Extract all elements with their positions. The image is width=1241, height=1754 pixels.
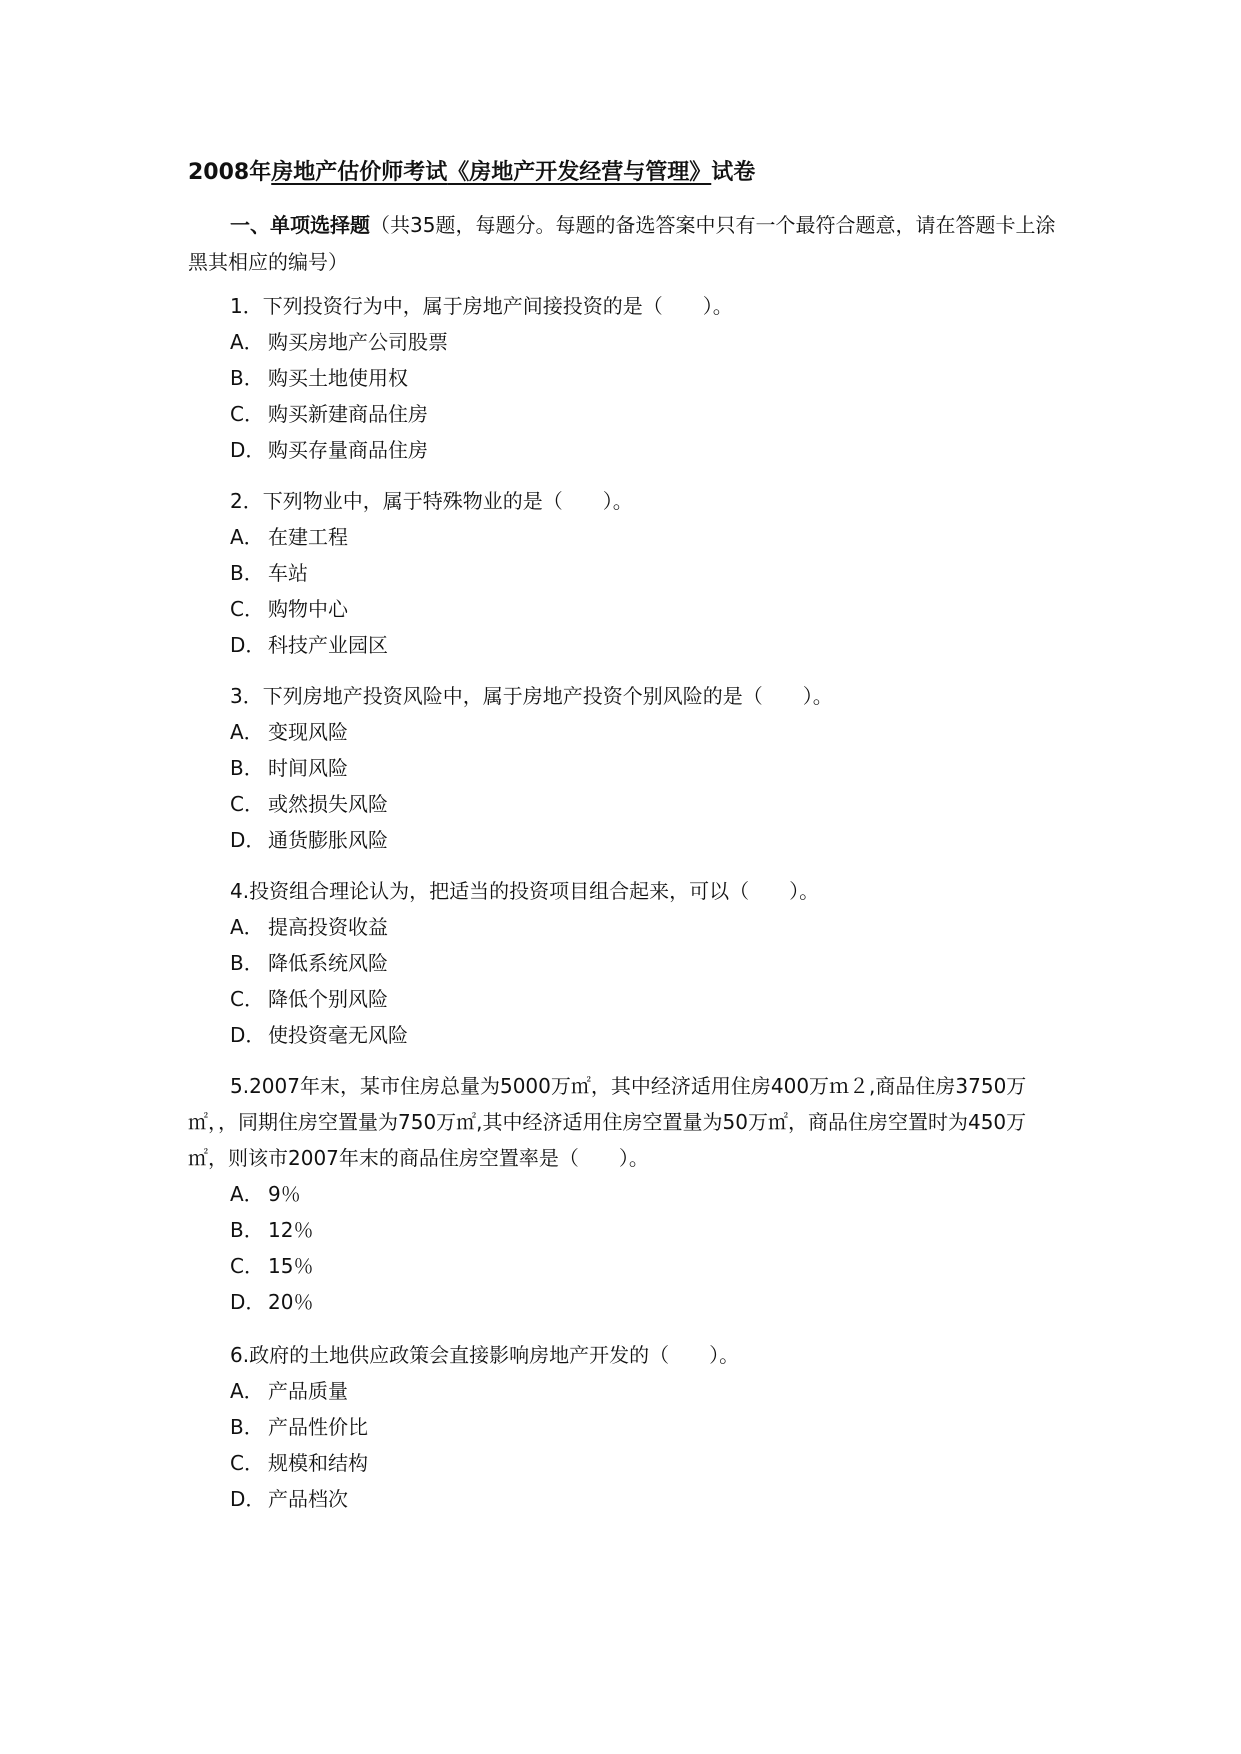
option-text: 15％ (268, 1254, 314, 1278)
option-d (188, 822, 1060, 858)
option-text: 在建工程 (268, 525, 348, 549)
option-text: 购买土地使用权 (268, 366, 408, 390)
option-text: 使投资毫无风险 (268, 1023, 408, 1047)
option-key: B． (230, 561, 264, 585)
question-stem: 3．下列房地产投资风险中，属于房地产投资个别风险的是（ ）。 (230, 684, 833, 708)
option-key: D． (230, 828, 266, 852)
option-key: B． (230, 1218, 264, 1242)
option-text: 提高投资收益 (268, 915, 388, 939)
option-d (188, 1017, 1060, 1053)
option-b (188, 945, 1060, 981)
option-text: 降低系统风险 (268, 951, 388, 975)
question-3 (188, 678, 1060, 858)
option-key: C． (230, 1451, 264, 1475)
option-key: C． (230, 1254, 264, 1278)
option-key: D． (230, 1290, 266, 1314)
option-a (188, 519, 1060, 555)
option-b (188, 1409, 1060, 1445)
exam-title (188, 156, 755, 190)
option-text: 通货膨胀风险 (268, 828, 388, 852)
option-text: 9％ (268, 1182, 301, 1206)
question-5 (188, 1068, 1060, 1320)
option-key: A． (230, 525, 264, 549)
question-4 (188, 873, 1060, 1053)
option-d (188, 1284, 1060, 1320)
option-key: B． (230, 951, 264, 975)
question-6 (188, 1337, 1060, 1517)
option-b (188, 360, 1060, 396)
option-d (188, 627, 1060, 663)
option-key: A． (230, 1379, 264, 1403)
option-text: 变现风险 (268, 720, 348, 744)
option-text: 购买存量商品住房 (268, 438, 428, 462)
section-heading (188, 207, 1060, 281)
option-a (188, 1373, 1060, 1409)
option-d (188, 1481, 1060, 1517)
option-key: C． (230, 987, 264, 1011)
option-text: 购物中心 (268, 597, 348, 621)
option-text: 20％ (268, 1290, 314, 1314)
section-note: （共35题，每题分。每题的备选答案中只有一个最符合题意，请在答题卡上涂黑其相应的编号） (188, 213, 1056, 274)
option-key: D． (230, 1023, 266, 1047)
option-text: 12％ (268, 1218, 314, 1242)
question-stem: 5.2007年末，某市住房总量为5000万㎡，其中经济适用住房400万ｍ２,商品住房3750万㎡，，同期住房空置量为750万㎡,其中经济适用住房空置量为50万㎡，商品住房空置时为450万㎡，则该市2007年末的商品住房空置率是（ ）。 (188, 1074, 1027, 1170)
option-a (188, 909, 1060, 945)
option-key: B． (230, 1415, 264, 1439)
option-key: A． (230, 720, 264, 744)
option-b (188, 555, 1060, 591)
option-key: A． (230, 1182, 264, 1206)
option-c (188, 981, 1060, 1017)
option-text: 降低个别风险 (268, 987, 388, 1011)
question-stem: 2．下列物业中，属于特殊物业的是（ ）。 (230, 489, 633, 513)
option-key: D． (230, 438, 266, 462)
option-key: A． (230, 330, 264, 354)
option-text: 产品质量 (268, 1379, 348, 1403)
option-a (188, 714, 1060, 750)
option-text: 购买房地产公司股票 (268, 330, 448, 354)
question-stem: 1．下列投资行为中，属于房地产间接投资的是（ ）。 (230, 294, 733, 318)
option-b (188, 750, 1060, 786)
question-1 (188, 288, 1060, 468)
question-stem: 4.投资组合理论认为，把适当的投资项目组合起来，可以（ ）。 (230, 879, 820, 903)
option-key: D． (230, 1487, 266, 1511)
option-text: 规模和结构 (268, 1451, 368, 1475)
option-c (188, 1445, 1060, 1481)
title-exam: 房地产估价师考试 (271, 160, 448, 185)
option-key: B． (230, 366, 264, 390)
option-text: 产品档次 (268, 1487, 348, 1511)
title-subject: 《房地产开发经营与管理》 (447, 160, 712, 185)
option-text: 购买新建商品住房 (268, 402, 428, 426)
title-year: 2008年 (188, 160, 272, 185)
option-key: A． (230, 915, 264, 939)
option-text: 时间风险 (268, 756, 348, 780)
question-2 (188, 483, 1060, 663)
option-text: 产品性价比 (268, 1415, 368, 1439)
option-key: D． (230, 633, 266, 657)
question-stem: 6.政府的土地供应政策会直接影响房地产开发的（ ）。 (230, 1343, 740, 1367)
option-text: 或然损失风险 (268, 792, 388, 816)
option-key: B． (230, 756, 264, 780)
option-key: C． (230, 597, 264, 621)
option-text: 车站 (268, 561, 308, 585)
option-a (188, 1176, 1060, 1212)
option-c (188, 786, 1060, 822)
option-c (188, 396, 1060, 432)
option-a (188, 324, 1060, 360)
option-b (188, 1212, 1060, 1248)
option-text: 科技产业园区 (268, 633, 388, 657)
title-suffix: 试卷 (711, 160, 756, 185)
option-c (188, 591, 1060, 627)
option-c (188, 1248, 1060, 1284)
section-title: 一、单项选择题 (230, 213, 370, 237)
option-key: C． (230, 402, 264, 426)
option-d (188, 432, 1060, 468)
option-key: C． (230, 792, 264, 816)
